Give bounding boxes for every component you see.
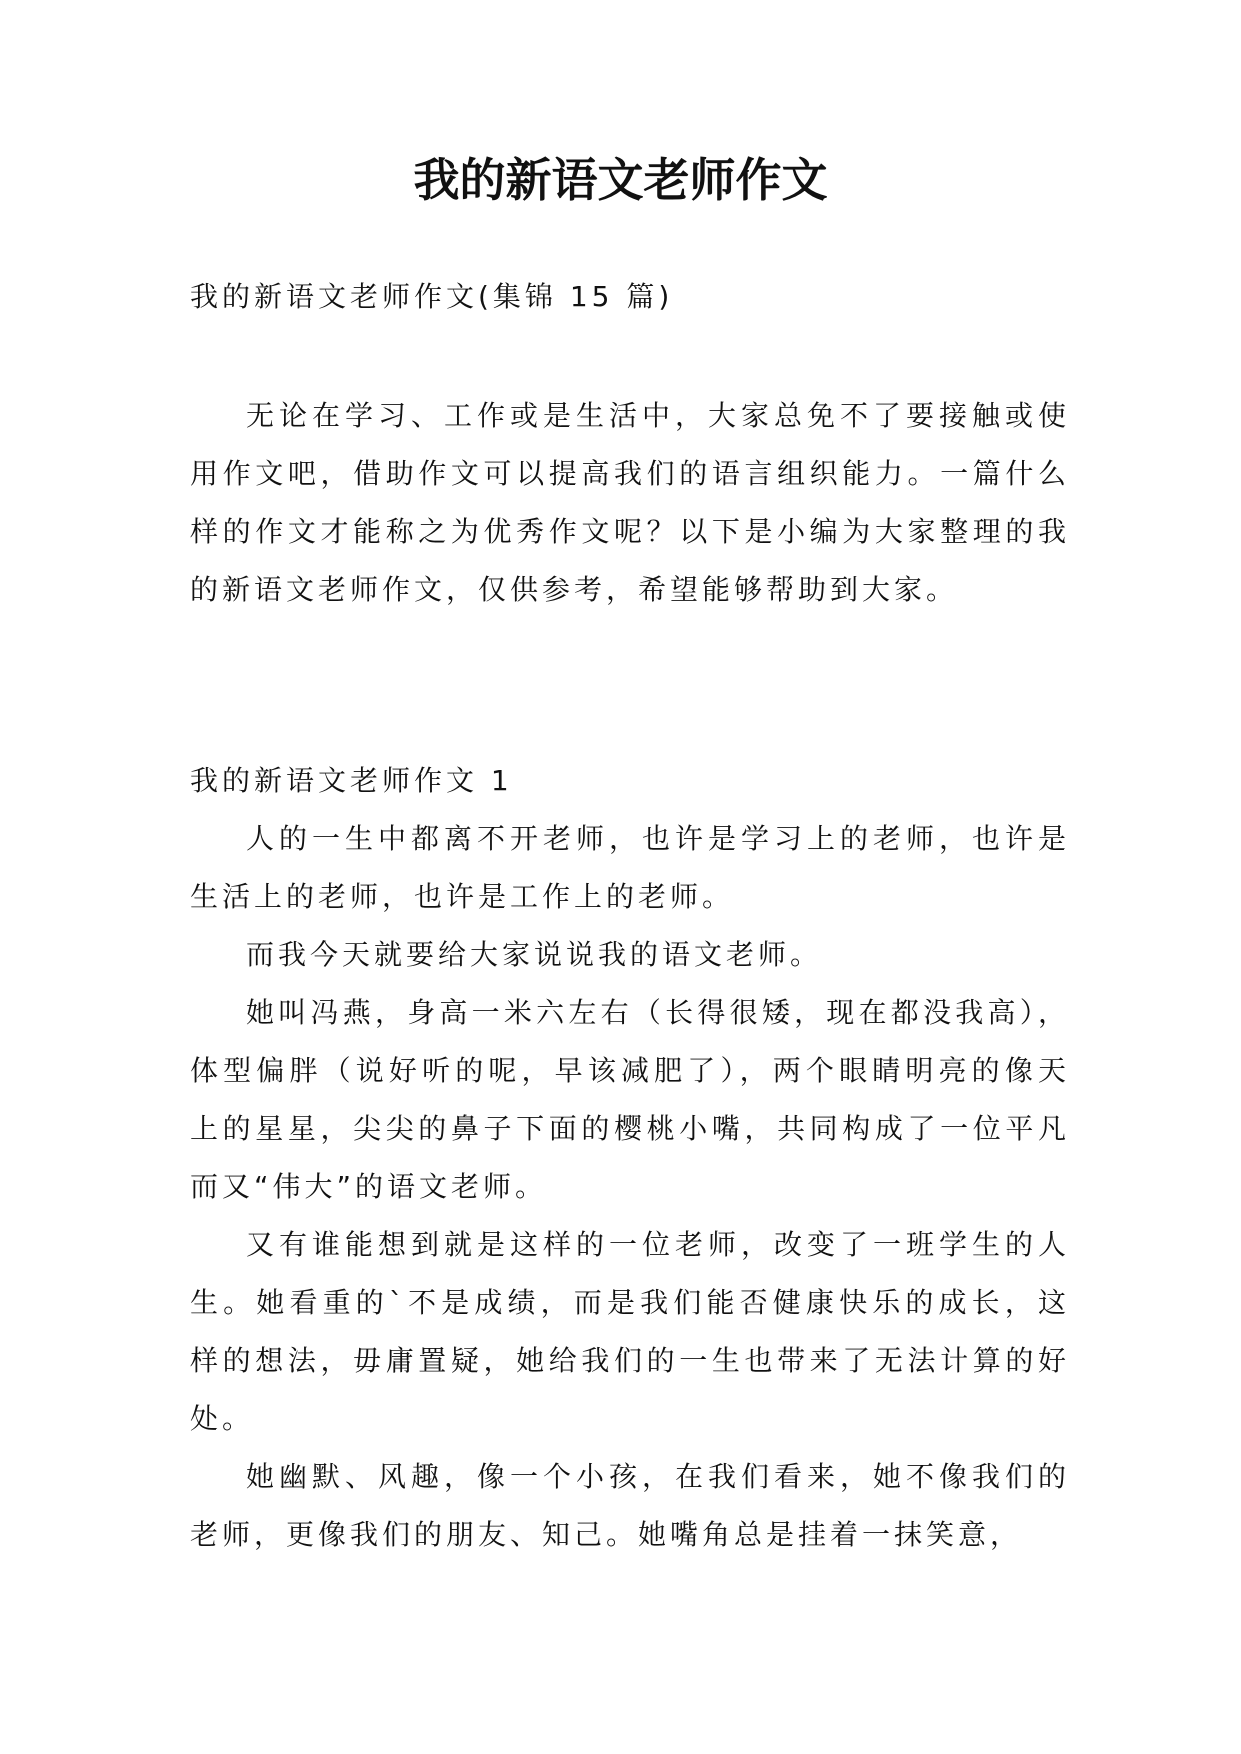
section-body	[190, 810, 1070, 1564]
paragraph: 又有谁能想到就是这样的一位老师，改变了一班学生的人生。她看重的`不是成绩，而是我们能否健康快乐的成长，这样的想法，毋庸置疑，她给我们的一生也带来了无法计算的好处。	[190, 1228, 1070, 1435]
document-title: 我的新语文老师作文	[413, 153, 828, 207]
paragraph: 而我今天就要给大家说说我的语文老师。	[246, 938, 823, 971]
paragraph: 她幽默、风趣，像一个小孩，在我们看来，她不像我们的老师，更像我们的朋友、知己。她嘴角总是挂着一抹笑意，	[190, 1460, 1070, 1551]
document-subtitle: 我的新语文老师作文(集锦 15 篇)	[190, 280, 674, 313]
section-heading: 我的新语文老师作文 1	[190, 764, 513, 797]
intro-paragraph: 无论在学习、工作或是生活中，大家总免不了要接触或使用作文吧，借助作文可以提高我们的语言组织能力。一篇什么样的作文才能称之为优秀作文呢？以下是小编为大家整理的我的新语文老师作文，仅供参考，希望能够帮助到大家。	[190, 399, 1070, 606]
paragraph: 人的一生中都离不开老师，也许是学习上的老师，也许是生活上的老师，也许是工作上的老师。	[190, 822, 1070, 913]
paragraph: 她叫冯燕，身高一米六左右（长得很矮，现在都没我高），体型偏胖（说好听的呢，早该减肥了），两个眼睛明亮的像天上的星星，尖尖的鼻子下面的樱桃小嘴，共同构成了一位平凡而又“伟大”的语文老师。	[190, 996, 1070, 1203]
